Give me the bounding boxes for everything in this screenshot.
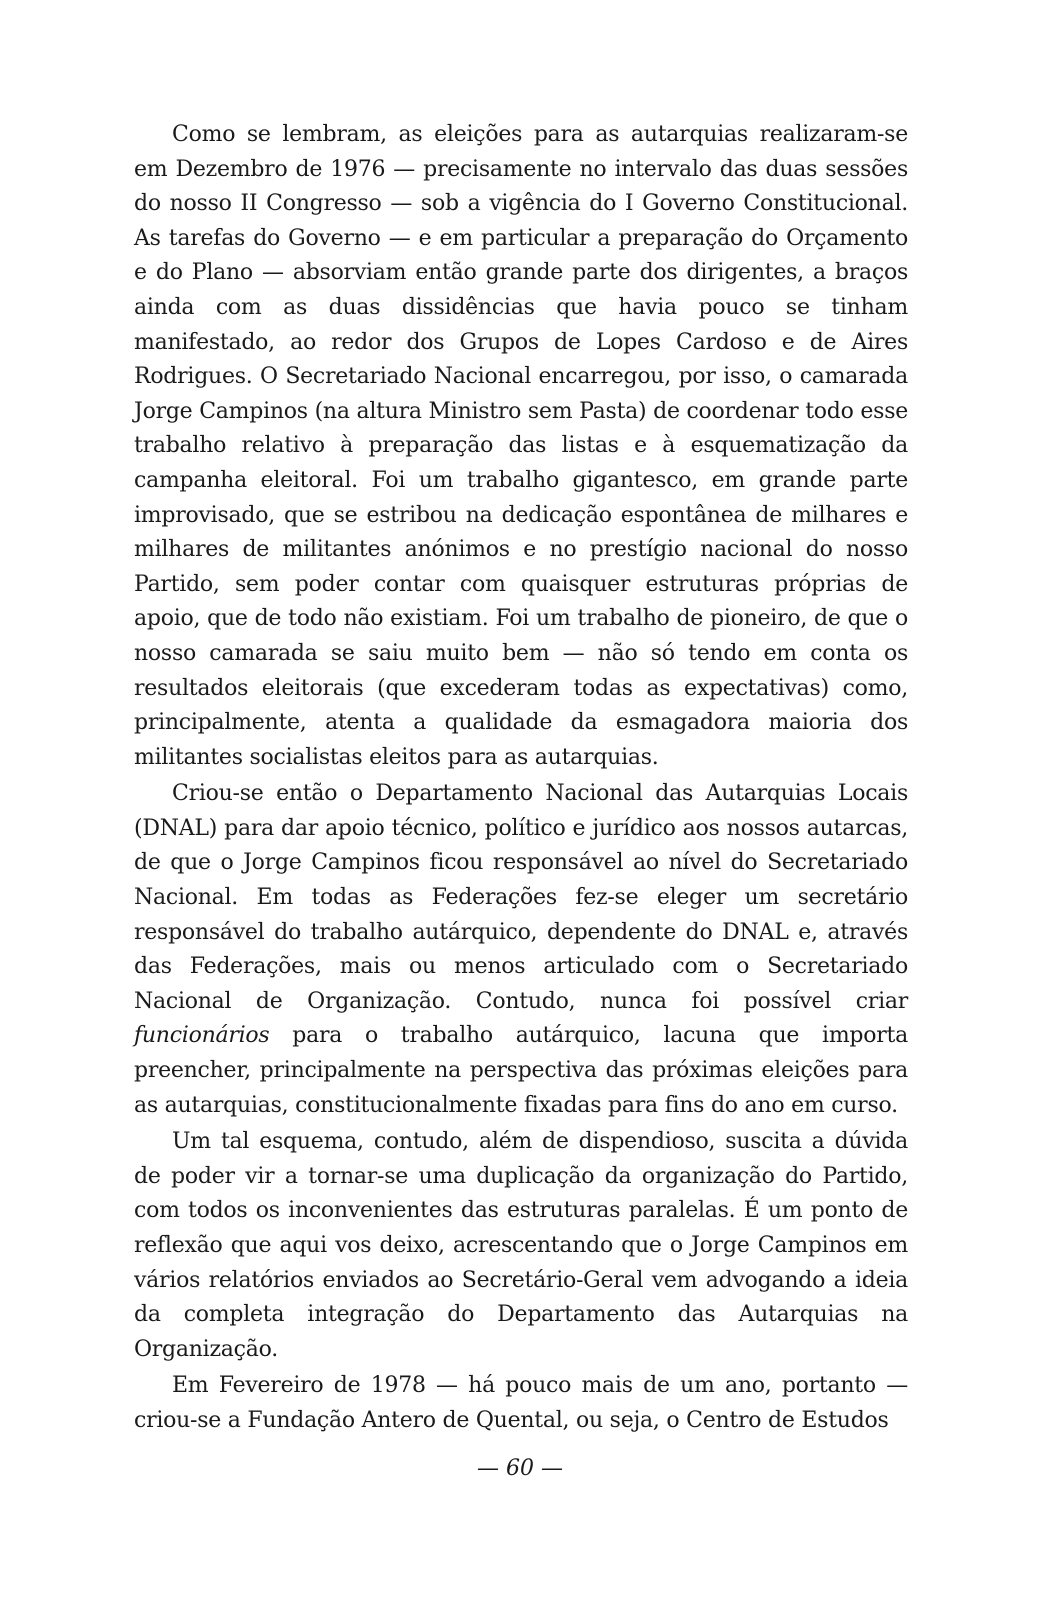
paragraph-3	[134, 1125, 908, 1367]
paragraph-4-text: Em Fevereiro de 1978 — há pouco mais de um ano, portanto — criou-se a Fundação Antero de Quental, ou seja, o Centro de Estudos	[134, 1373, 908, 1433]
paragraph-2-text-start: Criou-se então o Departamento Nacional das Autarquias Locais (DNAL) para dar apoio técnico, político e jurídico aos nossos autarcas, de que o Jorge Campinos ficou responsável ao nível do Secretariado Nacional. Em todas as Federações fez-se eleger um secretário responsável do trabalho autárquico, dependente do DNAL e, através das Federações, mais ou menos articulado com o Secretariado Nacional de Organização. Contudo, nunca foi possível criar	[134, 781, 908, 1014]
paragraph-2	[134, 777, 908, 1123]
paragraph-2-emphasis: funcionários	[134, 1023, 270, 1049]
paragraph-3-text: Um tal esquema, contudo, além de dispendioso, suscita a dúvida de poder vir a tornar-se uma duplicação da organização do Partido, com todos os inconvenientes das estruturas paralelas. É um ponto de reflexão que aqui vos deixo, acrescentando que o Jorge Campinos em vários relatórios enviados ao Secretário-Geral vem advogando a ideia da completa integração do Departamento das Autarquias na Organização.	[134, 1129, 908, 1362]
paragraph-4	[134, 1369, 908, 1438]
page-number: — 60 —	[477, 1456, 563, 1481]
paragraph-2-text-end: para o trabalho autárquico, lacuna que importa preencher, principalmente na perspectiva das próximas eleições para as autarquias, constitucionalmente fixadas para fins do ano em curso.	[134, 1023, 908, 1118]
paragraph-1-text: Como se lembram, as eleições para as autarquias realizaram-se em Dezembro de 1976 — precisamente no intervalo das duas sessões do nosso II Congresso — sob a vigência do I Governo Constitucional. As tarefas do Governo — e em particular a preparação do Orçamento e do Plano — absorviam então grande parte dos dirigentes, a braços ainda com as duas dissidências que havia pouco se tinham manifestado, ao redor dos Grupos de Lopes Cardoso e de Aires Rodrigues. O Secretariado Nacional encarregou, por isso, o camarada Jorge Campinos (na altura Ministro sem Pasta) de coordenar todo esse trabalho relativo à preparação das listas e à esquematização da campanha eleitoral. Foi um trabalho gigantesco, em grande parte improvisado, que se estribou na dedicação espontânea de milhares e milhares de militantes anónimos e no prestígio nacional do nosso Partido, sem poder contar com quaisquer estruturas próprias de apoio, que de todo não existiam. Foi um trabalho de pioneiro, de que o nosso camarada se saiu muito bem — não só tendo em conta os resultados eleitorais (que excederam todas as expectativas) como, principalmente, atenta a qualidade da esmagadora maioria dos militantes socialistas eleitos para as autarquias.	[134, 122, 908, 770]
page-body	[134, 118, 908, 1439]
paragraph-1	[134, 118, 908, 775]
